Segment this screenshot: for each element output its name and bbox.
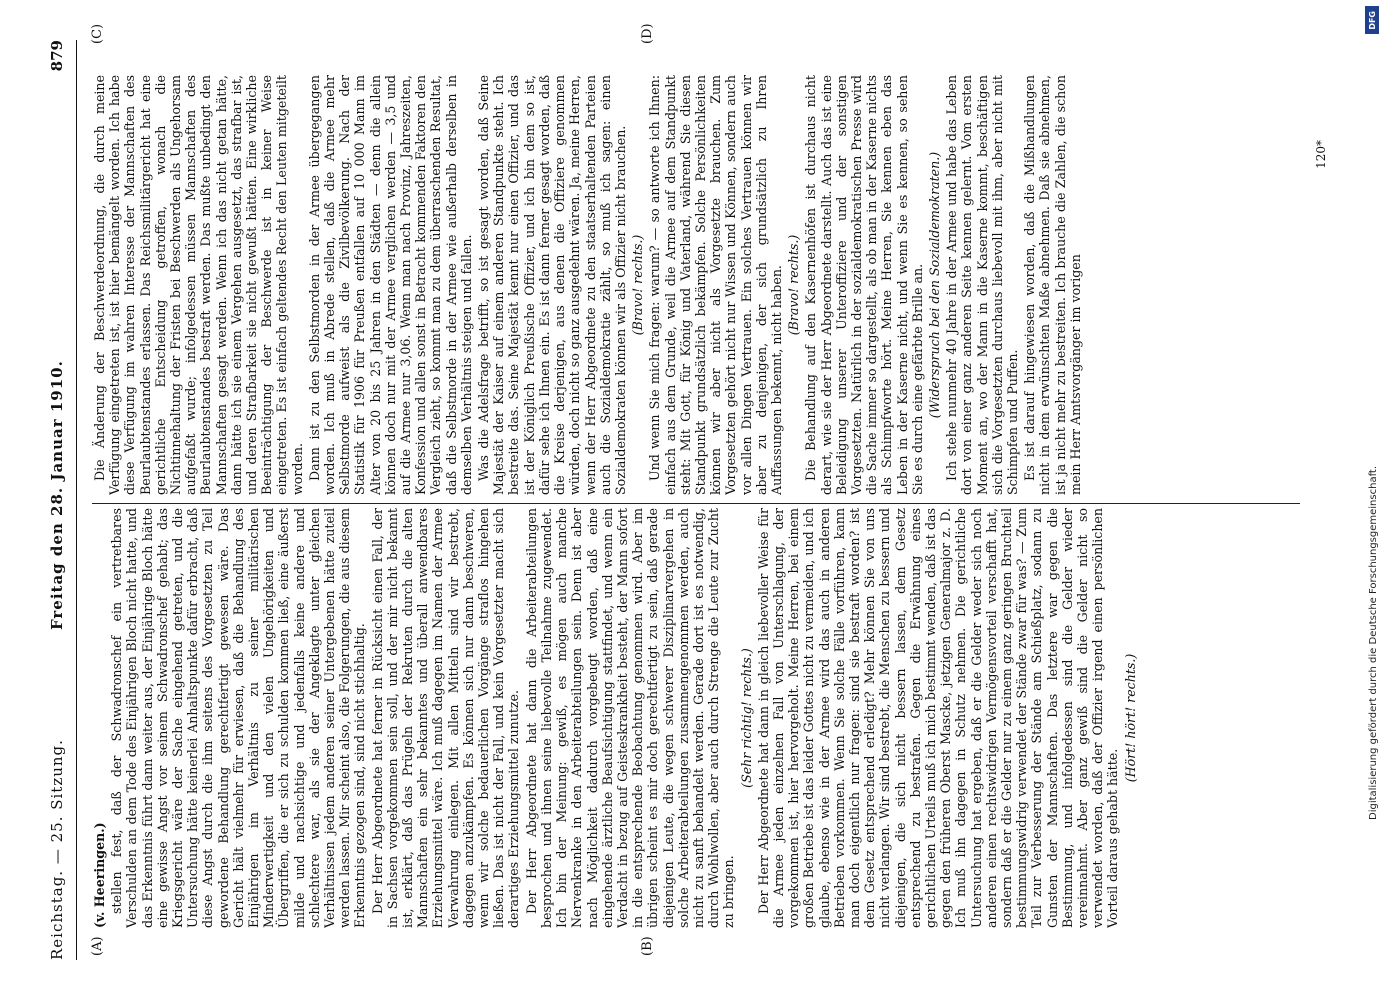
paragraph: Die Behandlung auf den Kasernenhöfen ist durchaus nicht derart, wie sie der Herr Abgeordnete darstellt. Auch das ist eine Beleidigung unserer Unteroffiziere und der sonstigen Vorgesetzten. Natürlich in der sozialdemokratischen Presse wird die Sache immer so dargestellt, als ob man in der Kaserne nichts als Schimpfworte hört. Meine Herren, Sie kennen eben das Leben in der Kaserne nicht, und wenn Sie es kennen, so sehen Sie es durch eine gefärbte Brille an. [803, 75, 925, 495]
paragraph: Der Herr Abgeordnete hat ferner in Rücksicht einen Fall, der in Sachsen vorgekommen sein soll, und der mir nicht bekannt ist, erklärt, daß das Prügeln der Rekruten durch die alten Mannschaften ein sehr bekanntes und überall anwendbares Erziehungsmittel wäre. Ich muß dagegen im Namen der Armee Verwahrung einlegen. Mit allen Mitteln sind wir bestrebt, dagegen anzukämpfen. Es können sich nur dann beschweren, wenn wir solche bedauerlichen Vorgänge straflos hingehen ließen. Das ist nicht der Fall, und kein Vorgesetzter macht sich derartiges Erziehungsmittel zunutze. [369, 508, 522, 928]
header-date: Freitag den 28. Januar 1910. [48, 360, 66, 630]
dfg-logo: DFG [1365, 6, 1379, 34]
interjection: (Sehr richtig! rechts.) [738, 648, 754, 788]
column-divider [92, 503, 1300, 504]
paragraph: Was die Adelsfrage betrifft, so ist gesagt worden, daß Seine Majestät der Kaiser auf einem anderen Standpunkte steht. Ich bestreite das. Seine Majestät kennt nur einen Offizier, und das ist der Königlich Preußische Offizier, und ich bin dem so ist, dafür sehe ich Ihnen ein. Es ist dann ferner gesagt worden, daß die Kreise derjenigen, aus denen die Offiziere genommen würden, doch nicht so ganz ausgedehnt wären. Ja, meine Herren, wenn der Herr Abgeordnete zu den staatserhaltenden Parteien auch die Sozialdemokratie zählt, so muß ich sagen: einen Sozialdemokraten können wir als Offizier nicht brauchen. [476, 75, 628, 495]
page-number: 879 [48, 40, 66, 72]
paragraph: Dann ist zu den Selbstmorden in der Armee übergegangen worden. Ich muß in Abrede stellen, daß die Armee mehr Selbstmorde aufweist als die Zivilbevölkerung. Nach der Statistik für 1906 für Preußen entfallen auf 10 000 Mann im Alter von 20 bis 25 Jahren in den Städten — denn die allein können doch nur mit der Armee verglichen werden — 3,5 und auf die Armee nur 3,06. Wenn man nach Provinz, Jahreszeiten, Konfession und allen sonst in Betracht kommenden Faktoren den Vergleich zieht, so kommt man zu dem überraschenden Resultat, daß die Selbstmorde in der Armee wie außerhalb derselben in demselben Verhältnis steigen und fallen. [306, 75, 474, 495]
speaker-name: (v. Heeringen.) [92, 822, 107, 928]
header-left: Reichstag. — 25. Sitzung. [48, 739, 66, 960]
page-header [48, 40, 78, 960]
paragraph: Ich stehe nunmehr 40 Jahre in der Armee und habe das Leben dort von einer ganz anderen Seite kennen gelernt. Vom ersten Moment an, wo der Mann in die Kaserne kommt, beschäftigen sich die Vorgesetzten durchaus liebevoll mit ihm, aber nicht mit Schimpfen und Puffen. [944, 75, 1020, 495]
signature-mark: 120* [1314, 140, 1328, 169]
paragraph: stellen fest, daß der Schwadronschef ein vertretbares Verschulden an dem Tode des Einjährigen Bloch nicht hatte, und das Erkenntnis führt dann weiter aus, der Einjährige Bloch hätte eine gewisse Angst vor seinem Schwadronschef gehabt; das Kriegsgericht wäre der Sache eingehend getreten, und die Untersuchung hätte keinerlei Anhaltspunkte dafür erbracht, daß diese Angst durch die ihm seitens des Vorgesetzten zu Teil gewordene Behandlung gerechtfertigt gewesen wäre. Das Gericht hält vielmehr für erwiesen, daß die Behandlung des Einjährigen im Verhältnis zu seiner militärischen Minderwertigkeit und den vielen Ungehörigkeiten und Übergriffen, die er sich zu schulden kommen ließ, eine äußerst milde und nachsichtige und jedenfalls keine andere und schlechtere war, als sie der Angeklagte unter gleichen Verhältnissen jedem anderen seiner Untergebenen hätte zuteil werden lassen. Mir scheint also, die Folgerungen, die aus diesem Erkenntnis gezogen sind, sind nicht stichhaltig. [109, 508, 368, 928]
margin-marker-c: (C) [90, 23, 105, 44]
margin-marker-d: (D) [640, 23, 655, 44]
interjection: (Hört! hört! rechts.) [1122, 653, 1138, 783]
margin-marker-a: (A) [90, 936, 105, 956]
paragraph: Der Herr Abgeordnete hat dann in gleich liebevoller Weise für die Armee jeden einzelnen Fall von Unterschlagung, der vorgekommen ist, hier hervorgeholt. Meine Herren, bei einem großen Betriebe ist das leider Gottes nicht zu vermeiden, und ich glaube, ebenso wie in der Armee wird das auch in anderen Betrieben vorkommen. Wenn Sie solche Fälle vorführen, kann man doch eigentlich nur fragen: sind sie bestraft worden? ist dem Gesetz entsprechend erledigt? Mehr können Sie von uns nicht verlangen. Wir sind bestrebt, die Menschen zu bessern und diejenigen, die sich nicht bessern lassen, dem Gesetz entsprechend zu bestrafen. Gegen die Erwähnung eines gerichtlichen Urteils muß ich mich bestimmt wenden, daß ist das gegen den früheren Oberst Mascke, jetzigen Generalmajor z. D. Ich muß ihn dagegen in Schutz nehmen. Die gerichtliche Untersuchung hat ergeben, daß er die Gelder weder sich noch anderen einen rechtswidrigen Vermögensvorteil verschafft hat, sondern daß er die Gelder nur zu einem ganz geringen Bruchteil bestimmungswidrig verwendet der Stände zwar für was? — Zum Teil zur Verbesserung der Stände am Schießplatz, sodann zu Gunsten der Mannschaften. Das letztere war gegen die Bestimmung, und infolgedessen sind die Gelder wieder vereinnahmt. Aber ganz gewiß sind die Gelder nicht so verwendet worden, daß der Offizier irgend einen persönlichen Vorteil daraus gehabt hätte. [755, 508, 1121, 928]
paragraph: Die Änderung der Beschwerdeordnung, die durch meine Verfügung eingetreten ist, ist hier bemängelt worden. Ich habe diese Verfügung im wahren Interesse der Mannschaften des Beurlaubtenstandes erlassen. Das Reichsmilitärgericht hat eine gerichtliche Entscheidung getroffen, wonach die Nichtinnehaltung der Fristen bei Beschwerden als Ungehorsam aufgefaßt wurde; infolgedessen müssen Mannschaften des Beurlaubtenstandes bestraft werden. Das mußte unbedingt den Mannschaften gesagt werden. Wenn ich das nicht getan hätte, dann hätte ich sie einem Vergehen ausgesetzt, das strafbar ist, und deren Strafbarkeit sie nicht gewußt hätten. Eine wirkliche Beeinträchtigung der Beschwerde ist in keiner Weise eingetreten. Es ist einfach geltendes Recht den Leuten mitgeteilt worden. [92, 75, 305, 495]
digitization-note: Digitalisierung gefördert durch die Deutsche Forschungsgemeinschaft. [1368, 465, 1379, 820]
paragraph: Der Herr Abgeordnete hat dann die Arbeiterabteilungen besprochen und ihnen seine liebevolle Teilnahme zugewendet. Ich bin der Meinung: gewiß, es mögen auch manche Nervenkranke in den Arbeiterabteilungen sein. Denn ist aber nach Möglichkeit dadurch vorgebeugt worden, daß eine eingehende ärztliche Beaufsichtigung stattfindet, und wenn ein Verdacht in bezug auf Geisteskrankheit besteht, der Mann sofort in die entsprechende Beobachtung genommen wird. Aber im übrigen scheint es mir doch gerechtfertigt zu sein, daß gerade diejenigen Leute, die wegen schwerer Disziplinarvergehen in solche Arbeiterabteilungen zusammengenommen werden, auch nicht zu sanft behandelt werden. Gerade dort ist es notwendig, durch Wohlwollen, aber auch durch Strenge die Leute zur Zucht zu bringen. [523, 508, 737, 928]
interjection: (Bravo! rechts.) [786, 234, 802, 336]
interjection: (Bravo! rechts.) [630, 234, 646, 336]
margin-marker-b: (B) [640, 936, 655, 956]
interjection: (Widerspruch bei den Sozialdemokraten.) [926, 151, 942, 419]
left-column [92, 508, 1300, 928]
paragraph: Es ist darauf hingewiesen worden, daß die Mißhandlungen nicht in dem erwünschten Maße abnehmen. Daß sie abnehmen, ist ja nicht mehr zu bestreiten. Ich brauche die Zahlen, die schon mein Herr Amtsvorgänger im vorigen [1022, 75, 1083, 495]
header-rule [76, 40, 77, 960]
paragraph: Und wenn Sie mich fragen: warum? — so antworte ich Ihnen: einfach aus dem Grunde, weil die Armee auf dem Standpunkt steht: Mit Gott, für König und Vaterland, während Sie diesen Standpunkt grundsätzlich bekämpfen. Solche Persönlichkeiten können wir aber nicht als Vorgesetzte brauchen. Zum Vorgesetzten gehört nicht nur Wissen und Können, sondern auch vor allen Dingen Vertrauen. Ein solches Vertrauen können wir aber zu denjenigen, der sich grundsätzlich zu Ihren Auffassungen bekennt, nicht haben. [647, 75, 784, 495]
right-column [92, 75, 1300, 495]
